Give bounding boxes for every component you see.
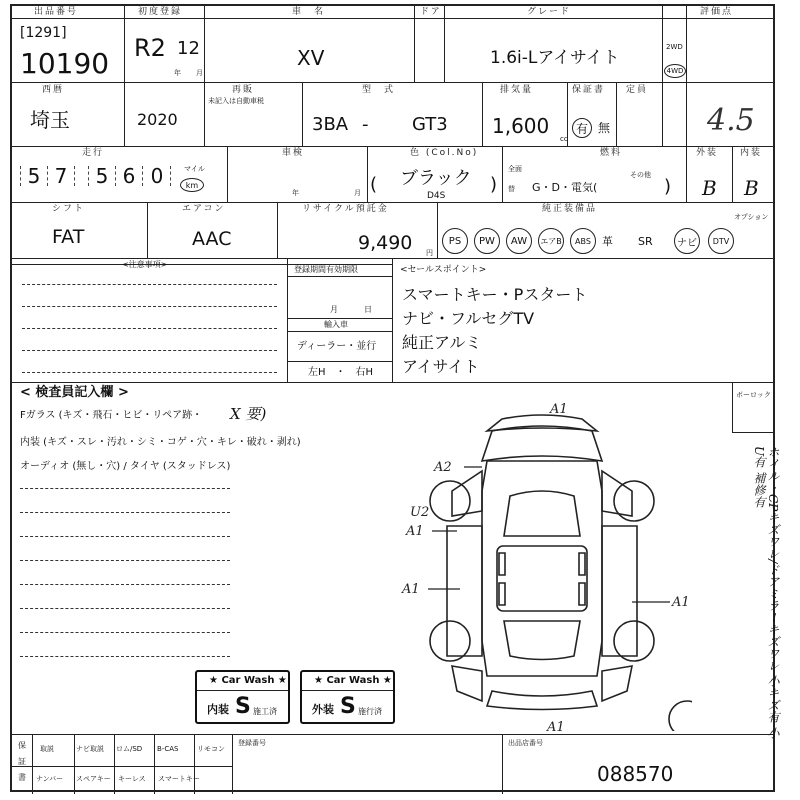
mileage-digit: 5 (20, 166, 48, 186)
shift-value: FAT (52, 226, 85, 248)
footer-manual: 取説 (40, 745, 54, 753)
import-label: 輸入車 (324, 320, 348, 329)
notice-label: <注意事項> (122, 260, 168, 269)
car-wash-title: ★ Car Wash ★ (314, 675, 392, 686)
fuel-other: その他 (630, 171, 651, 179)
corner-label: ボーロック (736, 391, 771, 399)
equipment-1: PS (442, 228, 468, 254)
lot-label: 出品番号 (34, 7, 79, 17)
recycle-label: 再販 (232, 85, 255, 95)
footer-keyless: キーレス (118, 775, 146, 783)
reg-day: 日 (364, 305, 372, 314)
color-paren-close: ) (490, 174, 498, 195)
inspector-line-audio: オーディオ (無し・穴) / タイヤ (スタッドレス) (20, 461, 231, 472)
model-code: GT3 (412, 114, 448, 135)
lot-number: 10190 (20, 47, 110, 80)
inspector-line-glass: Fガラス (キズ・飛石・ヒビ・リペア跡・ (20, 410, 203, 421)
damage-mark: A2 (434, 460, 452, 475)
footer-spare-key: スペアキー (76, 775, 111, 783)
color-paren-open: ( (370, 174, 378, 195)
interior-grade: B (744, 176, 759, 200)
year-value: 2020 (137, 110, 178, 129)
sales-point: アイサイト (402, 357, 480, 376)
sales-point: 純正アルミ (402, 333, 482, 352)
car-wash-int-status: 施工済 (253, 707, 277, 716)
shaken-nen: 年 (292, 189, 299, 197)
mileage-label: 走行 (82, 148, 105, 158)
car-wash-int-grade: S (235, 694, 251, 719)
nen-mark: 年 (174, 69, 181, 77)
capacity-label: 定員 (626, 85, 649, 95)
auction-sheet (10, 4, 780, 792)
reg-period-label: 登録期間有効期限 (294, 265, 358, 274)
vertical-note: ホイル・CPキズワレ/ドアミラーキズワレ 小キズ有 小U有 補修有 (752, 446, 780, 739)
damage-mark: A1 (672, 595, 690, 610)
zenmen: 全面 (508, 165, 522, 173)
exterior-grade: B (702, 176, 717, 200)
footer-warranty-3: 書 (18, 773, 26, 782)
shaken-label: 車検 (282, 148, 305, 158)
equipment-2: PW (474, 228, 500, 254)
inspector-line-interior: 内装 (キズ・スレ・汚れ・シミ・コゲ・穴・キレ・破れ・剥れ) (20, 437, 301, 448)
mileage-digit: 5 (88, 166, 116, 186)
footer-bcas: B-CAS (157, 745, 179, 753)
km-unit: km (180, 178, 204, 192)
recycle-sub: 未記入は自動車税 (208, 97, 264, 105)
footer-navi-manual: ナビ取説 (76, 745, 104, 753)
equipment-4: エアB (538, 228, 564, 254)
equipment-6: 革 (602, 235, 613, 248)
model-dash: - (362, 114, 369, 135)
yen-unit: 円 (426, 249, 433, 257)
equipment-8: ナビ (674, 228, 700, 254)
exhibit-label: 出品店番号 (508, 739, 543, 747)
int-label: 内装 (740, 148, 763, 158)
color-value: ブラック (400, 168, 472, 189)
mileage-digit: 0 (144, 166, 171, 186)
reg-month: 12 (177, 38, 200, 59)
recycle-fee-label: リサイクル預託金 (302, 204, 389, 214)
mileage-digit: 6 (116, 166, 143, 186)
car-wash-interior-stamp (195, 670, 290, 724)
equipment-3: AW (506, 228, 532, 254)
footer-rom: ロム/SD (116, 745, 143, 753)
region-label: 西暦 (42, 85, 65, 95)
recycle-fee-value: 9,490 (358, 232, 413, 254)
inspector-label: < 検査員記入欄 > (20, 385, 129, 400)
car-diagram (392, 401, 692, 731)
mileage-digits (20, 162, 180, 192)
equip-label: 純正装備品 (542, 204, 598, 214)
cc-unit: cc (560, 135, 568, 143)
score-value: 4.5 (707, 103, 755, 138)
grade-label: グレード (527, 7, 572, 17)
car-wash-int-label: 内装 (207, 703, 229, 716)
equipment-9: DTV (708, 228, 734, 254)
warranty-yes: 有 (572, 118, 592, 138)
damage-mark: A1 (547, 720, 565, 731)
car-wash-ext-label: 外装 (312, 703, 334, 716)
reg-era: R2 (134, 34, 166, 62)
reg-label: 初度登録 (138, 7, 183, 17)
type-label: 型 式 (362, 85, 396, 95)
door-label: ドア (420, 7, 442, 17)
sales-point: スマートキー・Pスタート (402, 285, 588, 304)
car-wash-ext-grade: S (340, 694, 356, 719)
footer-smart-key: スマートキー (158, 775, 200, 783)
footer-warranty-1: 保 (18, 741, 26, 750)
drive-2wd: 2WD (666, 43, 683, 51)
car-wash-title: ★ Car Wash ★ (209, 675, 287, 686)
displacement-value: 1,600 (492, 114, 550, 138)
lot-small: [1291] (20, 25, 67, 41)
shaken-tsuki: 月 (354, 189, 361, 197)
grade-value: 1.6i-Lアイサイト (490, 48, 620, 68)
sales-point: ナビ・フルセグTV (402, 309, 535, 328)
handle-side: 左H ・ 右H (308, 367, 374, 378)
equipment-5: ABS (570, 228, 596, 254)
drive-4wd: 4WD (664, 64, 686, 78)
wide: 替 (508, 185, 515, 193)
eval-label: 評価点 (700, 7, 734, 17)
equipment-7: SR (638, 235, 653, 248)
sales-points-label: <セールスポイント> (400, 265, 487, 275)
reg-number-label: 登録番号 (238, 739, 266, 747)
car-name: XV (297, 46, 325, 70)
color-code: D4S (427, 191, 446, 201)
fuel-label: 燃料 (600, 148, 623, 158)
car-wash-exterior-stamp (300, 670, 395, 724)
inspector-glass-handwritten: X 要) (230, 405, 267, 423)
damage-mark: U2 (410, 505, 430, 520)
name-label: 車 名 (292, 7, 326, 17)
mile-unit: マイル (184, 165, 205, 173)
color-label: 色 (Col.No) (410, 148, 479, 158)
damage-mark: A1 (406, 524, 424, 539)
import-dealer: ディーラー・並行 (297, 341, 377, 352)
footer-remote: リモコン (197, 745, 225, 753)
shift-label: シフト (52, 204, 86, 214)
tsuki-mark: 月 (196, 69, 203, 77)
mileage-digit: 7 (48, 166, 75, 186)
model-prefix: 3BA (312, 114, 349, 135)
ac-label: エアコン (182, 204, 226, 214)
option-label: オプション (734, 213, 769, 221)
warranty-no: 無 (598, 121, 611, 135)
ac-value: AAC (192, 228, 232, 250)
car-wash-ext-status: 施行済 (358, 707, 382, 716)
damage-mark: A1 (550, 402, 568, 417)
footer-warranty-2: 証 (18, 757, 26, 766)
damage-mark: A1 (402, 582, 420, 597)
warranty-label: 保証書 (572, 85, 606, 95)
ext-label: 外装 (696, 148, 719, 158)
region-value: 埼玉 (30, 108, 70, 132)
footer-number: ナンバー (36, 775, 64, 783)
disp-label: 排気量 (500, 85, 534, 95)
exhibit-number: 088570 (597, 762, 674, 786)
reg-month: 月 (330, 305, 338, 314)
fuel-value: G・D・電気( (532, 181, 598, 194)
fuel-close: ) (664, 176, 672, 197)
